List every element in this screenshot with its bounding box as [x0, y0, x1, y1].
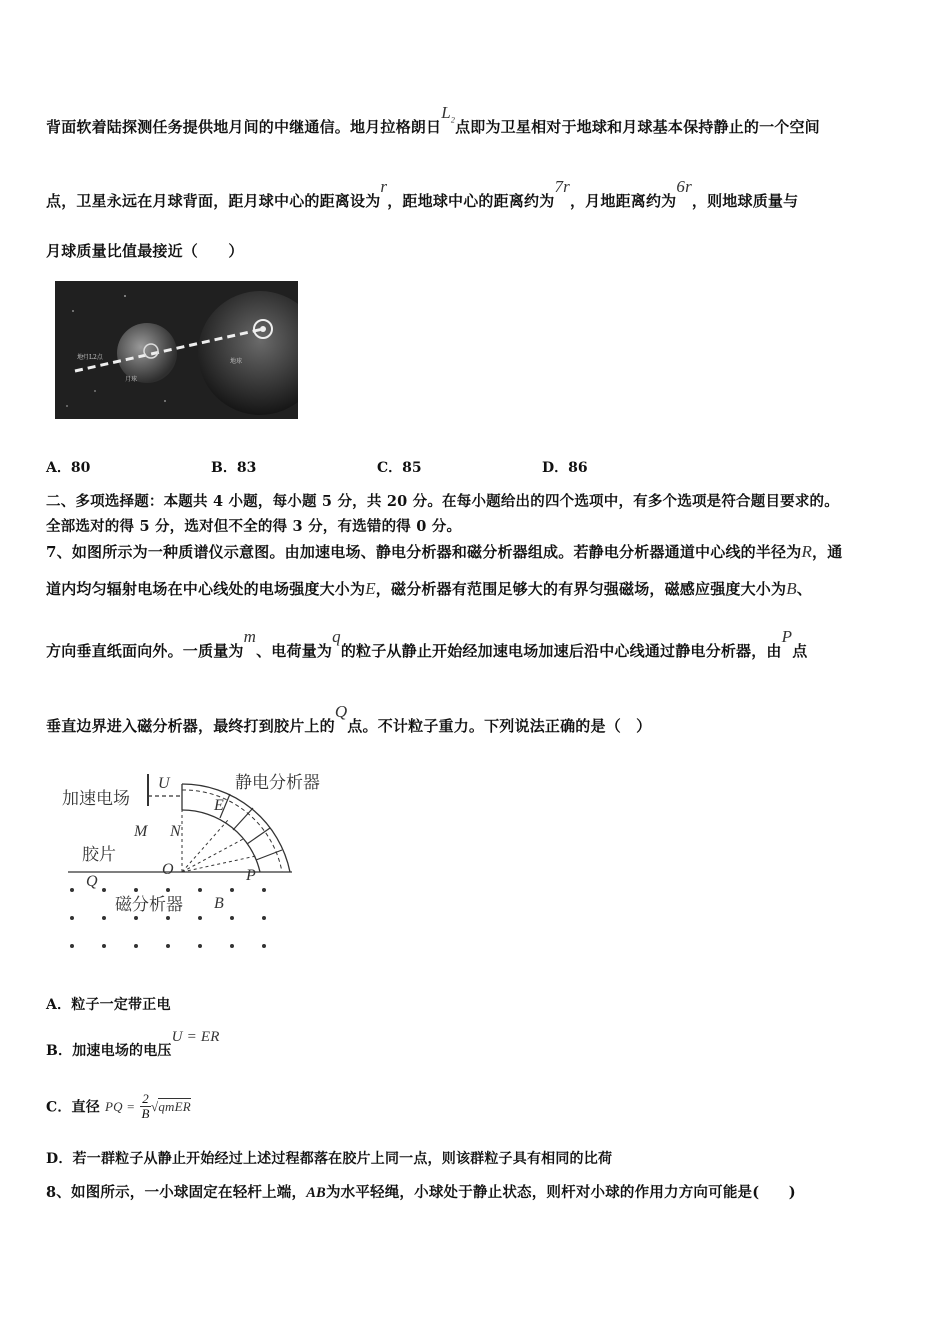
mass-spectrometer-diagram [60, 768, 350, 958]
math-qmER: qmER [158, 1098, 191, 1114]
q7-line-3: 方向垂直纸面向外。一质量为m、电荷量为q的粒子从静止开始经加速电场加速后沿中心线通过静电分析器，由P点 [46, 627, 808, 660]
label-P: P [246, 867, 256, 884]
q6-line-2: 点，卫星永远在月球背面，距月球中心的距离设为r，距地球中心的距离约为7r，月地距离约为6r，则地球质量与 [46, 177, 799, 210]
math-AB: AB [306, 1185, 326, 1201]
photo-label-earth: 地球 [230, 358, 243, 365]
q7-line-1: 7、如图所示为一种质谱仪示意图。由加速电场、静电分析器和磁分析器组成。若静电分析器通道中心线的半径为R，通 [46, 542, 843, 561]
q6-option-b[interactable]: B．83 [211, 460, 257, 476]
label-static: 静电分析器 [235, 773, 320, 793]
math-7r: 7r [554, 177, 570, 196]
sqrt-icon: √ [150, 1098, 159, 1114]
q7-option-c[interactable]: C．直径 PQ = $\frac{2}{B}$ √qmER [46, 1091, 191, 1121]
label-N: N [170, 823, 181, 840]
section2-heading-2: 全部选对的得 5 分，选对但不全的得 3 分，有选错的得 0 分。 [46, 518, 462, 535]
q7-option-d[interactable]: D．若一群粒子从静止开始经过上述过程都落在胶片上同一点，则该群粒子具有相同的比荷 [46, 1151, 613, 1167]
q6-line-1: 背面软着陆探测任务提供地月间的中继通信。地月拉格朗日$L_2$点即为卫星相对于地球和月球基本保持静止的一个空间 [46, 103, 820, 136]
label-film: 胶片 [82, 845, 116, 865]
math-6r: 6r [676, 177, 692, 196]
math-U-ER: U = ER [171, 1029, 220, 1045]
math-L2: $L_2$ [441, 103, 456, 125]
q8-line-1: 8、如图所示，一小球固定在轻杆上端，AB为水平轻绳，小球处于静止状态，则杆对小球的作用力方向可能是( ) [46, 1184, 796, 1201]
label-Q: Q [86, 873, 98, 890]
label-U: U [158, 775, 170, 792]
q7-line-2: 道内均匀辐射电场在中心线处的电场强度大小为E，磁分析器有范围足够大的有界匀强磁场，磁感应强度大小为B、 [46, 579, 812, 598]
math-q: q [332, 627, 341, 646]
label-magnet: 磁分析器 [115, 895, 183, 915]
q6-option-d[interactable]: D．86 [542, 460, 588, 476]
section2-heading-1: 二、多项选择题：本题共 4 小题，每小题 5 分，共 20 分。在每小题给出的四个选项中，有多个选项是符合题目要求的。 [46, 493, 839, 510]
label-B: B [214, 895, 224, 912]
math-E: E [365, 579, 376, 598]
earth-moon-photo [55, 281, 298, 419]
math-PQ: PQ = [105, 1098, 136, 1114]
math-P: P [781, 627, 793, 646]
q6-line-3: 月球质量比值最接近（ ） [46, 242, 244, 260]
label-accel: 加速电场 [62, 789, 130, 809]
q7-option-b[interactable]: B．加速电场的电压U = ER [46, 1029, 220, 1059]
label-M: M [134, 823, 148, 840]
photo-label-l2: 地月L2点 [77, 354, 103, 361]
math-r: r [380, 177, 388, 196]
math-B: B [786, 579, 797, 598]
q7-line-4: 垂直边界进入磁分析器，最终打到胶片上的Q点。不计粒子重力。下列说法正确的是（ ） [46, 702, 652, 735]
q7-option-a[interactable]: A．粒子一定带正电 [46, 997, 171, 1013]
q6-option-c[interactable]: C．85 [377, 460, 422, 476]
label-O: O [162, 861, 174, 878]
math-R: R [801, 542, 813, 561]
label-E: E [214, 797, 224, 814]
photo-label-moon: 月球 [125, 376, 138, 383]
math-m: m [243, 627, 257, 646]
math-fraction: $\frac{2}{B}$ [141, 1091, 150, 1121]
math-Q: Q [334, 702, 348, 721]
q6-option-a[interactable]: A．80 [46, 460, 91, 476]
